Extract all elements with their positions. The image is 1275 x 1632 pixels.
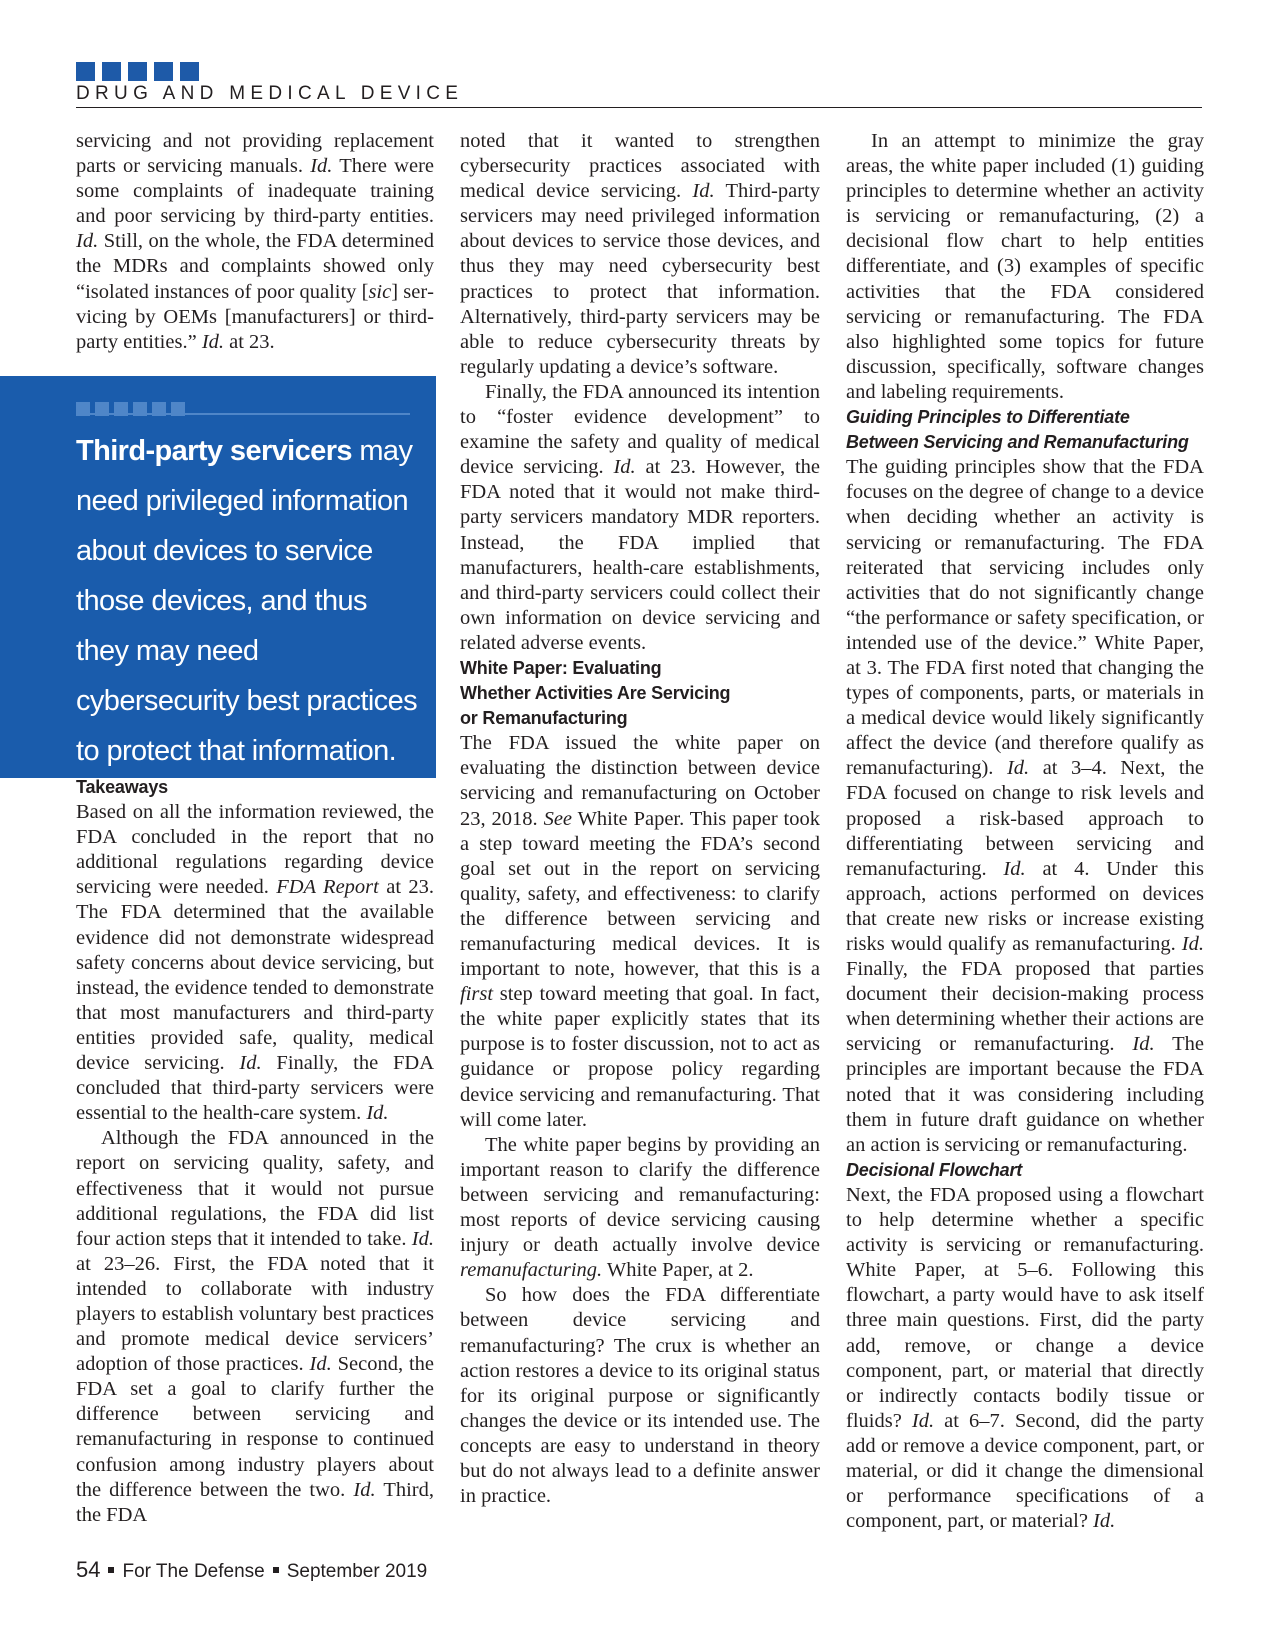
- callout-divider: [76, 413, 410, 415]
- section-label: DRUG AND MEDICAL DEVICE: [76, 83, 464, 104]
- paragraph: In an attempt to minimize the gray areas, the white paper included (1) guiding principles to determine whether an activity is servicing or remanufacturing, (2) a decisional flow chart to help entities differentiate, and (3) examples of specific activities that the FDA considered servicing or remanufacturing. The FDA also highlighted some topics for future discussion, specifically, software changes and labeling requirements.: [846, 130, 1204, 403]
- header-square: [128, 62, 147, 81]
- paragraph: The guiding principles show that the FDA focuses on the degree of change to a device when deciding whether an activity is servicing or remanufacturing. The FDA reiterated that servicing includes only activities that do not significantly change “the performance or safety specification, or intended use of the device.” White Paper, at 3. The FDA first noted that changing the types of components, parts, or materials in a medical device would likely significantly affect the device (and therefore qualify as remanufacturing). Id. at 3–4. Next, the FDA focused on change to risk levels and proposed a risk-based approach to differentiating between servicing and remanufacturing. Id. at 4. Under this approach, actions performed on devices that create new risks or increase existing risks would qualify as remanufacturing. Id. Finally, the FDA proposed that parties document their decision-making process when determining whether their actions are servicing or remanufacturing. Id. The principles are important because the FDA noted that it was considering including them in future draft guidance on whether an action is servicing or remanufacturing.: [846, 456, 1204, 1156]
- issue-date: September 2019: [286, 1561, 428, 1582]
- pull-quote-lead: Third-party servicers: [76, 435, 352, 467]
- pull-quote-body: may need privileged information about devices to service those devices, and thus they may need cybersecurity best practices to protect that information.: [76, 435, 417, 767]
- paragraph: Although the FDA announced in the report on servicing quality, safety, and effectiveness that it would not pursue additional regulations, the FDA did list four action steps that it intended to take. Id. at 23–26. First, the FDA noted that it intended to collaborate with industry players to establish voluntary best practices and promote medical device servicers’ adoption of those practices. Id. Second, the FDA set a goal to clarify further the difference between servicing and remanufacturing in response to continued confusion among industry players about the difference between the two. Id. Third, the FDA: [76, 1127, 434, 1526]
- paragraph: Next, the FDA proposed using a flowchart to help determine whether a specific activity is servicing or remanufacturing. White Paper, at 5–6. Following this flowchart, a party would have to ask itself three main questions. First, did the party add, remove, or change a device component, part, or material that directly or indirectly contacts bodily tissue or fluids? Id. at 6–7. Second, did the party add or remove a device component, part, or material, or did it change the dimensional or performance specifications of a component, part, or material? Id.: [846, 1183, 1204, 1533]
- page-number: 54: [76, 1557, 101, 1582]
- header-divider: [76, 107, 1202, 108]
- pull-quote-callout: [0, 376, 436, 778]
- column-1-intro: [76, 129, 434, 355]
- paragraph: noted that it wanted to strengthen cybersecurity practices associated with medical device servicing. Id. Third-party servicers may need privileged information about devices to service those devices, and thus they may need cybersecurity best practices to protect that information. Alternatively, third-party servicers may be able to reduce cybersecurity threats by regularly updating a device’s software.: [460, 130, 820, 378]
- footer-separator: [108, 1567, 114, 1573]
- pull-quote-text: [76, 426, 426, 776]
- paragraph: The FDA issued the white paper on evaluating the distinction between device servicing and remanufacturing on October 23, 2018. See White Paper. This paper took a step toward meeting the FDA’s second goal set out in the report on servicing quality, safety, and effectiveness: to clarify the difference between servicing and remanufacturing medical devices. It is important to note, however, that this is a first step toward meeting that goal. In fact, the white paper explicitly states that its purpose is to foster discussion, not to act as guidance or propose policy regarding device servicing and remanufacturing. That will come later.: [460, 732, 821, 1131]
- paragraph: Based on all the information reviewed, the FDA concluded in the report that no additional regulations regarding device servicing were needed. FDA Report at 23. The FDA determined that the available evidence did not demonstrate widespread safety concerns about device servicing, but instead, the evidence tended to demonstrate that most manufacturers and third-party entities provided safe, quality, medical device servicing. Id. Finally, the FDA concluded that third-party servicers were essential to the health-care system. Id.: [76, 801, 435, 1125]
- paragraph: The white paper begins by providing an important reason to clarify the difference between servicing and remanufacturing: most reports of device servicing causing injury or death actually involve device remanufacturing. White Paper, at 2.: [460, 1133, 820, 1282]
- footer-separator: [273, 1567, 279, 1573]
- page-footer: [76, 1557, 427, 1583]
- publication-name: For The Defense: [122, 1561, 265, 1582]
- header-square: [76, 62, 95, 81]
- paragraph: Finally, the FDA announced its intention to “foster evidence development” to examine the safety and quality of medical device servicing. Id. at 23. However, the FDA noted that it would not make third-party servicers mandatory MDR reporters. Instead, the FDA implied that manufacturers, health-care establishments, and third-party servicers could collect their own information on device servicing and related adverse events.: [460, 380, 821, 654]
- paragraph: servicing and not providing replacement parts or servicing manuals. Id. There were some complaints of inadequate training and poor servicing by third-party entities. Id. Still, on the whole, the FDA determined the MDRs and complaints showed only “isolated instances of poor quality [sic] servicing by OEMs [manufacturers] or third-party entities.” Id. at 23.: [76, 130, 434, 353]
- column-2: [460, 129, 820, 1509]
- subheading-white-paper: White Paper: Evaluating Whether Activities Are Servicing or Remanufacturing: [460, 657, 731, 729]
- column-3: [846, 129, 1204, 1534]
- column-1-takeaways: [76, 775, 434, 1528]
- subheading-decisional-flowchart: Decisional Flowchart: [846, 1159, 1023, 1180]
- header-square: [102, 62, 121, 81]
- header-squares: [76, 62, 199, 81]
- header-square: [154, 62, 173, 81]
- takeaways-heading: Takeaways: [76, 777, 168, 797]
- paragraph: So how does the FDA differentiate between device servicing and remanufacturing? The crux is whether an action restores a device to its original status for its original purpose or significantly changes the device or its intended use. The concepts are easy to understand in theory but do not always lead to a definite answer in practice.: [460, 1284, 820, 1508]
- subheading-guiding-principles: Guiding Principles to Differentiate Between Servicing and Remanufacturing: [846, 407, 1189, 453]
- header-square: [180, 62, 199, 81]
